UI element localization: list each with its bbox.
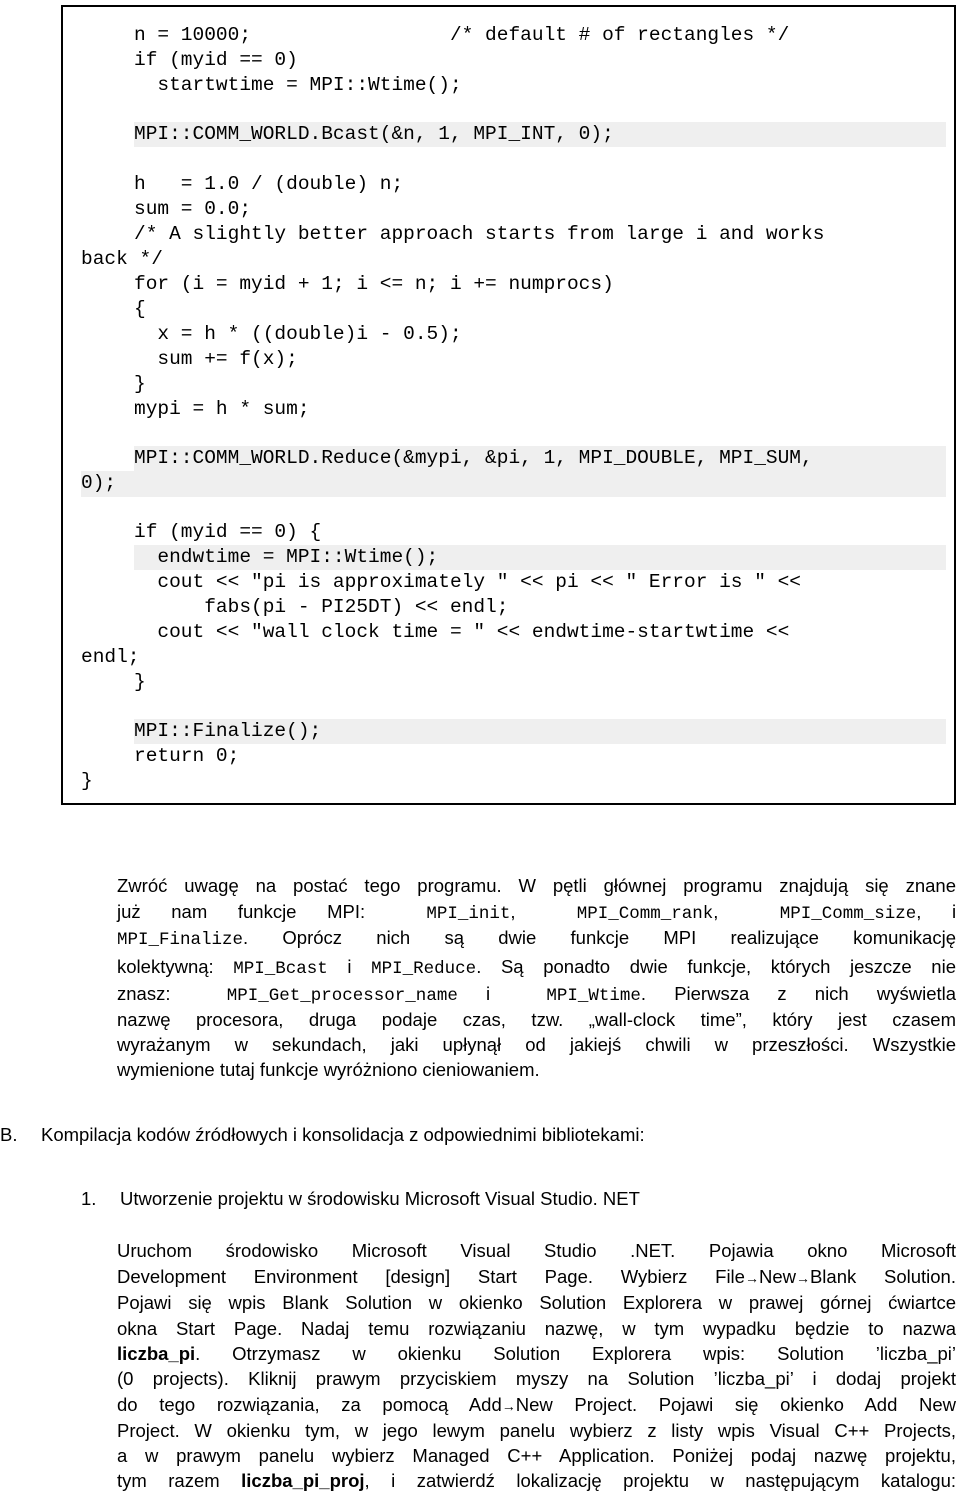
code-line-shaded: MPI::Finalize(); xyxy=(134,719,946,744)
text-line: liczba_pi. Otrzymasz w okienku Solution Explorera wpis: Solution ’liczba_pi’ xyxy=(117,1343,956,1364)
code-line: } xyxy=(134,671,146,693)
code-line: endl; xyxy=(81,646,140,668)
code-line: sum = 0.0; xyxy=(134,198,252,220)
text-line: tym razem liczba_pi_proj, i zatwierdź lokalizację projektu w następującym katalogu: xyxy=(117,1470,956,1491)
text-line: kolektywną: MPI_Bcast i MPI_Reduce. Są ponadto dwie funkcje, których jeszcze nie xyxy=(117,956,956,979)
arrow-right-icon: → xyxy=(501,1398,516,1414)
code-line: mypi = h * sum; xyxy=(134,398,310,420)
code-line: { xyxy=(134,298,146,320)
arrow-right-icon: → xyxy=(744,1270,759,1286)
text-line: Zwróć uwagę na postać tego programu. W pętli głównej programu znajdują się znane xyxy=(117,875,956,896)
code-line: if (myid == 0) { xyxy=(134,521,322,543)
code-line: cout << "pi is approximately " << pi << " Error is " << xyxy=(134,571,802,593)
text-line: do tego rozwiązania, za pomocą Add→New Project. Pojawi się okienko Add New xyxy=(117,1394,956,1415)
code-line-shaded: 0); xyxy=(81,471,946,497)
text-line: Project. W okienku tym, w jego lewym panelu wybierz z listy wpis Visual C++ Projects, xyxy=(117,1420,956,1441)
text-line: znasz: MPI_Get_processor_name i MPI_Wtime. Pierwsza z nich wyświetla xyxy=(117,983,957,1006)
code-line: h = 1.0 / (double) n; xyxy=(134,173,404,195)
code-line-shaded: MPI::COMM_WORLD.Reduce(&mypi, &pi, 1, MPI_DOUBLE, MPI_SUM, xyxy=(134,446,946,471)
text-line: już nam funkcje MPI: MPI_init, MPI_Comm_rank, MPI_Comm_size, i xyxy=(117,901,957,924)
item-title: Utworzenie projektu w środowisku Microsoft Visual Studio. NET xyxy=(120,1188,640,1209)
text-line: Development Environment [design] Start Page. Wybierz File→New→Blank Solution. xyxy=(117,1266,956,1287)
text-line: a w prawym panelu wybierz Managed C++ Application. Poniżej podaj nazwę projektu, xyxy=(117,1445,956,1466)
text-line: wyrażanym w sekundach, jaki upłynął od jakiejś chwili w przeszłości. Wszystkie xyxy=(117,1034,956,1055)
code-listing-box xyxy=(61,5,956,805)
text-line: nazwę procesora, druga podaje czas, tzw. „wall-clock time”, który jest czasem xyxy=(117,1009,956,1030)
code-line-shaded: MPI::COMM_WORLD.Bcast(&n, 1, MPI_INT, 0); xyxy=(134,122,946,147)
code-line: n = 10000; /* default # of rectangles */ xyxy=(134,24,790,46)
arrow-right-icon: → xyxy=(795,1270,810,1286)
text-line: wymienione tutaj funkcje wyróżniono cieniowaniem. xyxy=(117,1059,540,1080)
text-line: okna Start Page. Nadaj temu rozwiązaniu nazwę, w tym wypadku będzie to nazwa xyxy=(117,1318,956,1339)
text-line: (0 projects). Kliknij prawym przyciskiem myszy na Solution ’liczba_pi’ i dodaj projekt xyxy=(117,1368,956,1389)
text-line: Pojawi się wpis Blank Solution w okienko Solution Explorera w prawej górnej ćwiartce xyxy=(117,1292,956,1313)
code-line: } xyxy=(134,373,146,395)
code-line: } xyxy=(81,770,93,792)
section-number: B. xyxy=(0,1124,18,1145)
code-line: /* A slightly better approach starts from large i and works xyxy=(134,223,825,245)
item-number: 1. xyxy=(81,1188,97,1209)
code-line: cout << "wall clock time = " << endwtime-startwtime << xyxy=(134,621,790,643)
code-line-shaded: endwtime = MPI::Wtime(); xyxy=(134,545,946,570)
code-line: back */ xyxy=(81,248,163,270)
code-line: for (i = myid + 1; i <= n; i += numprocs) xyxy=(134,273,614,295)
code-line: return 0; xyxy=(134,745,240,767)
code-line: x = h * ((double)i - 0.5); xyxy=(134,323,462,345)
code-line: startwtime = MPI::Wtime(); xyxy=(134,74,462,96)
section-title: Kompilacja kodów źródłowych i konsolidacja z odpowiednimi bibliotekami: xyxy=(41,1124,645,1145)
code-line: sum += f(x); xyxy=(134,348,298,370)
code-line: fabs(pi - PI25DT) << endl; xyxy=(134,596,509,618)
text-line: Uruchom środowisko Microsoft Visual Studio .NET. Pojawia okno Microsoft xyxy=(117,1240,956,1261)
text-line: MPI_Finalize. Oprócz nich są dwie funkcje MPI realizujące komunikację xyxy=(117,927,956,950)
code-line: if (myid == 0) xyxy=(134,49,298,71)
